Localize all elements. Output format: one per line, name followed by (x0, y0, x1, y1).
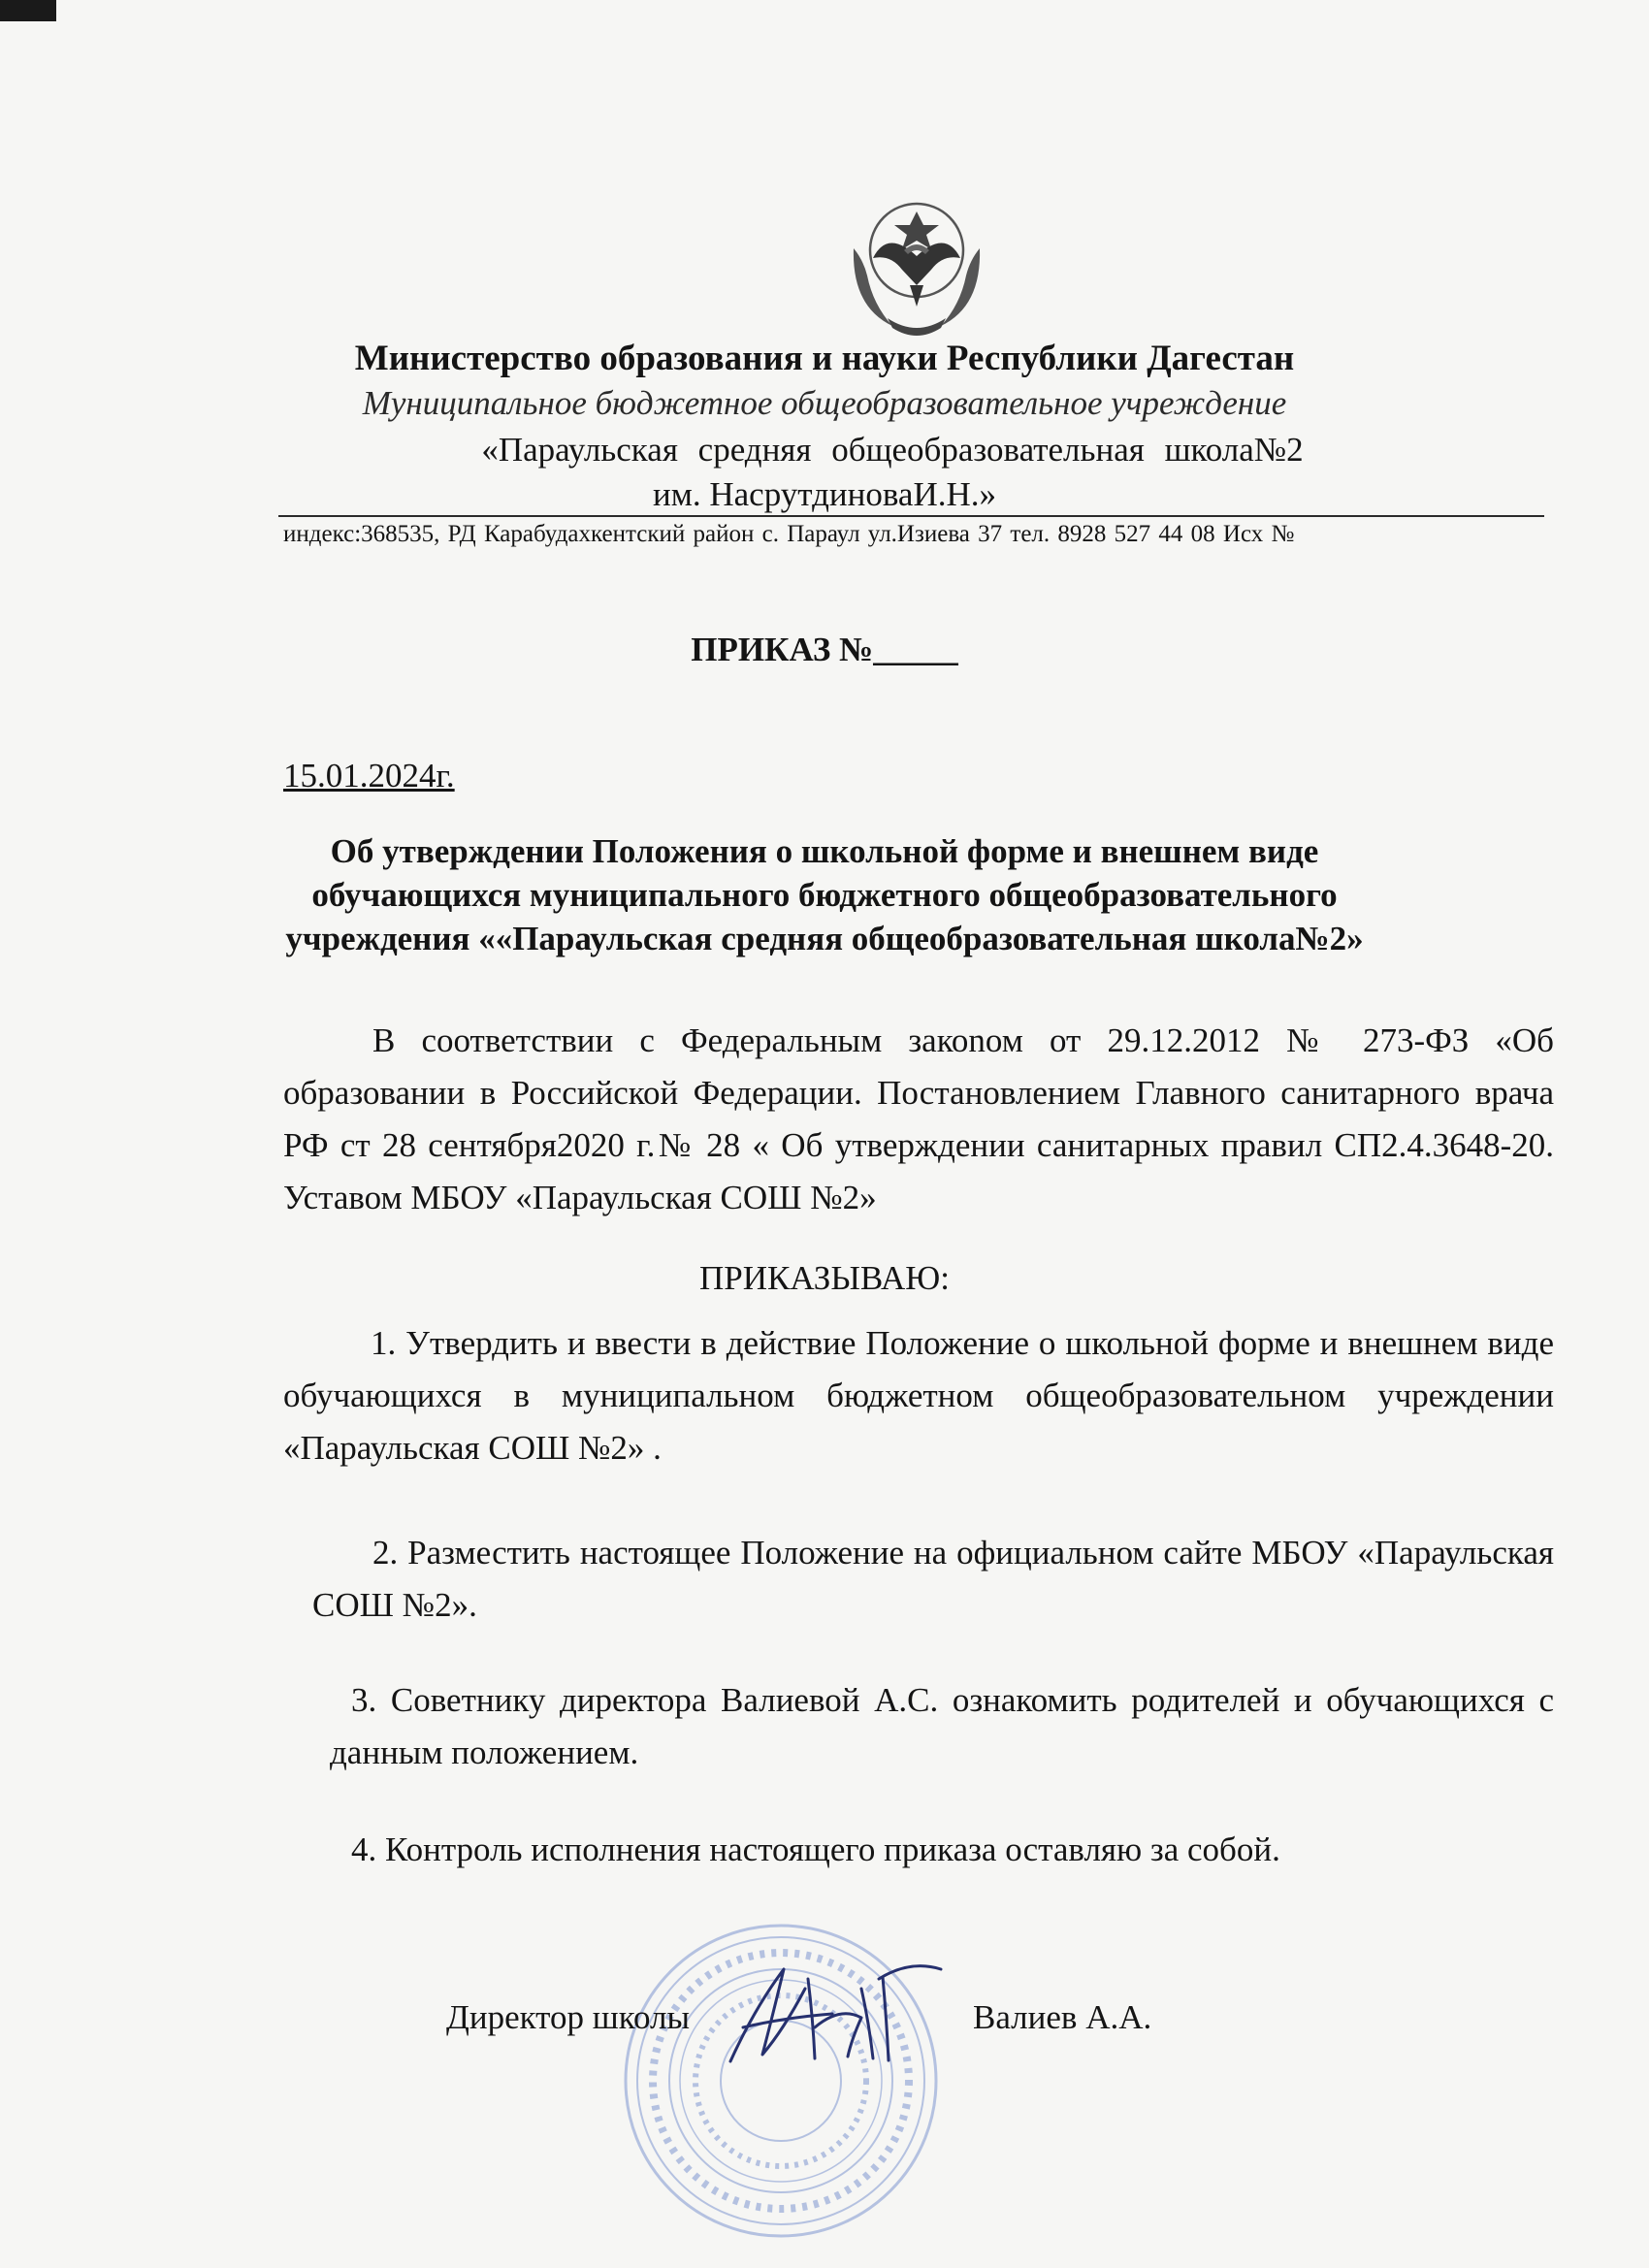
order-item: 2. Разместить настоящее Положение на официальном сайте МБОУ «Параульская СОШ №2». (312, 1534, 1554, 1624)
order-item: 4. Контроль исполнения настоящего приказа оставляю за собой. (351, 1831, 1280, 1868)
order-subject (0, 829, 1649, 960)
header-divider (278, 515, 1544, 517)
school-address: индекс:368535, РД Карабудахкентский район с. Параул ул.Изиева 37 тел. 8928 527 44 08 Исх № (283, 521, 1295, 547)
order-item: 3. Советнику директора Валиевой А.С. ознакомить родителей и обучающихся с данным положением. (330, 1681, 1554, 1771)
ministry-title: Министерство образования и науки Республики Дагестан (354, 339, 1295, 378)
scan-corner-mark (0, 0, 56, 21)
order-title: ПРИКАЗ №_____ (691, 631, 958, 668)
school-named-after: им. НасрутдиноваИ.Н.» (652, 475, 997, 513)
signatory-name: Валиев А.А. (973, 1998, 1152, 2036)
order-subject-line: Об утверждении Положения о школьной форме и внешнем виде (330, 832, 1319, 870)
signatory-title: Директор школы (446, 1998, 690, 2036)
order-subject-line: учреждения ««Параульская средняя общеобразовательная школа№2» (285, 920, 1364, 957)
dagestan-coat-of-arms-icon (834, 190, 999, 345)
handwritten-signature-icon (716, 1950, 958, 2076)
institution-type: Муниципальное бюджетное общеобразовательное учреждение (362, 384, 1287, 422)
school-name: «Параульская средняя общеобразовательная школа№2 (481, 431, 1304, 469)
order-subject-line: обучающихся муниципального бюджетного общеобразовательного (311, 876, 1338, 914)
order-directive: ПРИКАЗЫВАЮ: (699, 1259, 950, 1297)
order-preamble: В соответствии с Федеральным закоnом от 29.12.2012 № 273-ФЗ «Об образовании в Российской Федерации. Постановлением Главного санитарного врача РФ ст 28 сентября2020 г.№ 28 « Об утверждении санитарных правил СП2.4.3648-20. Уставом МБОУ «Параульская СОШ №2» (283, 1021, 1554, 1216)
order-item: 1. Утвердить и ввести в действие Положение о школьной форме и внешнем виде обучающихся в муниципальном бюджетном общеобразовательном учреждении «Параульская СОШ №2» . (283, 1324, 1554, 1467)
order-date: 15.01.2024г. (283, 757, 455, 794)
